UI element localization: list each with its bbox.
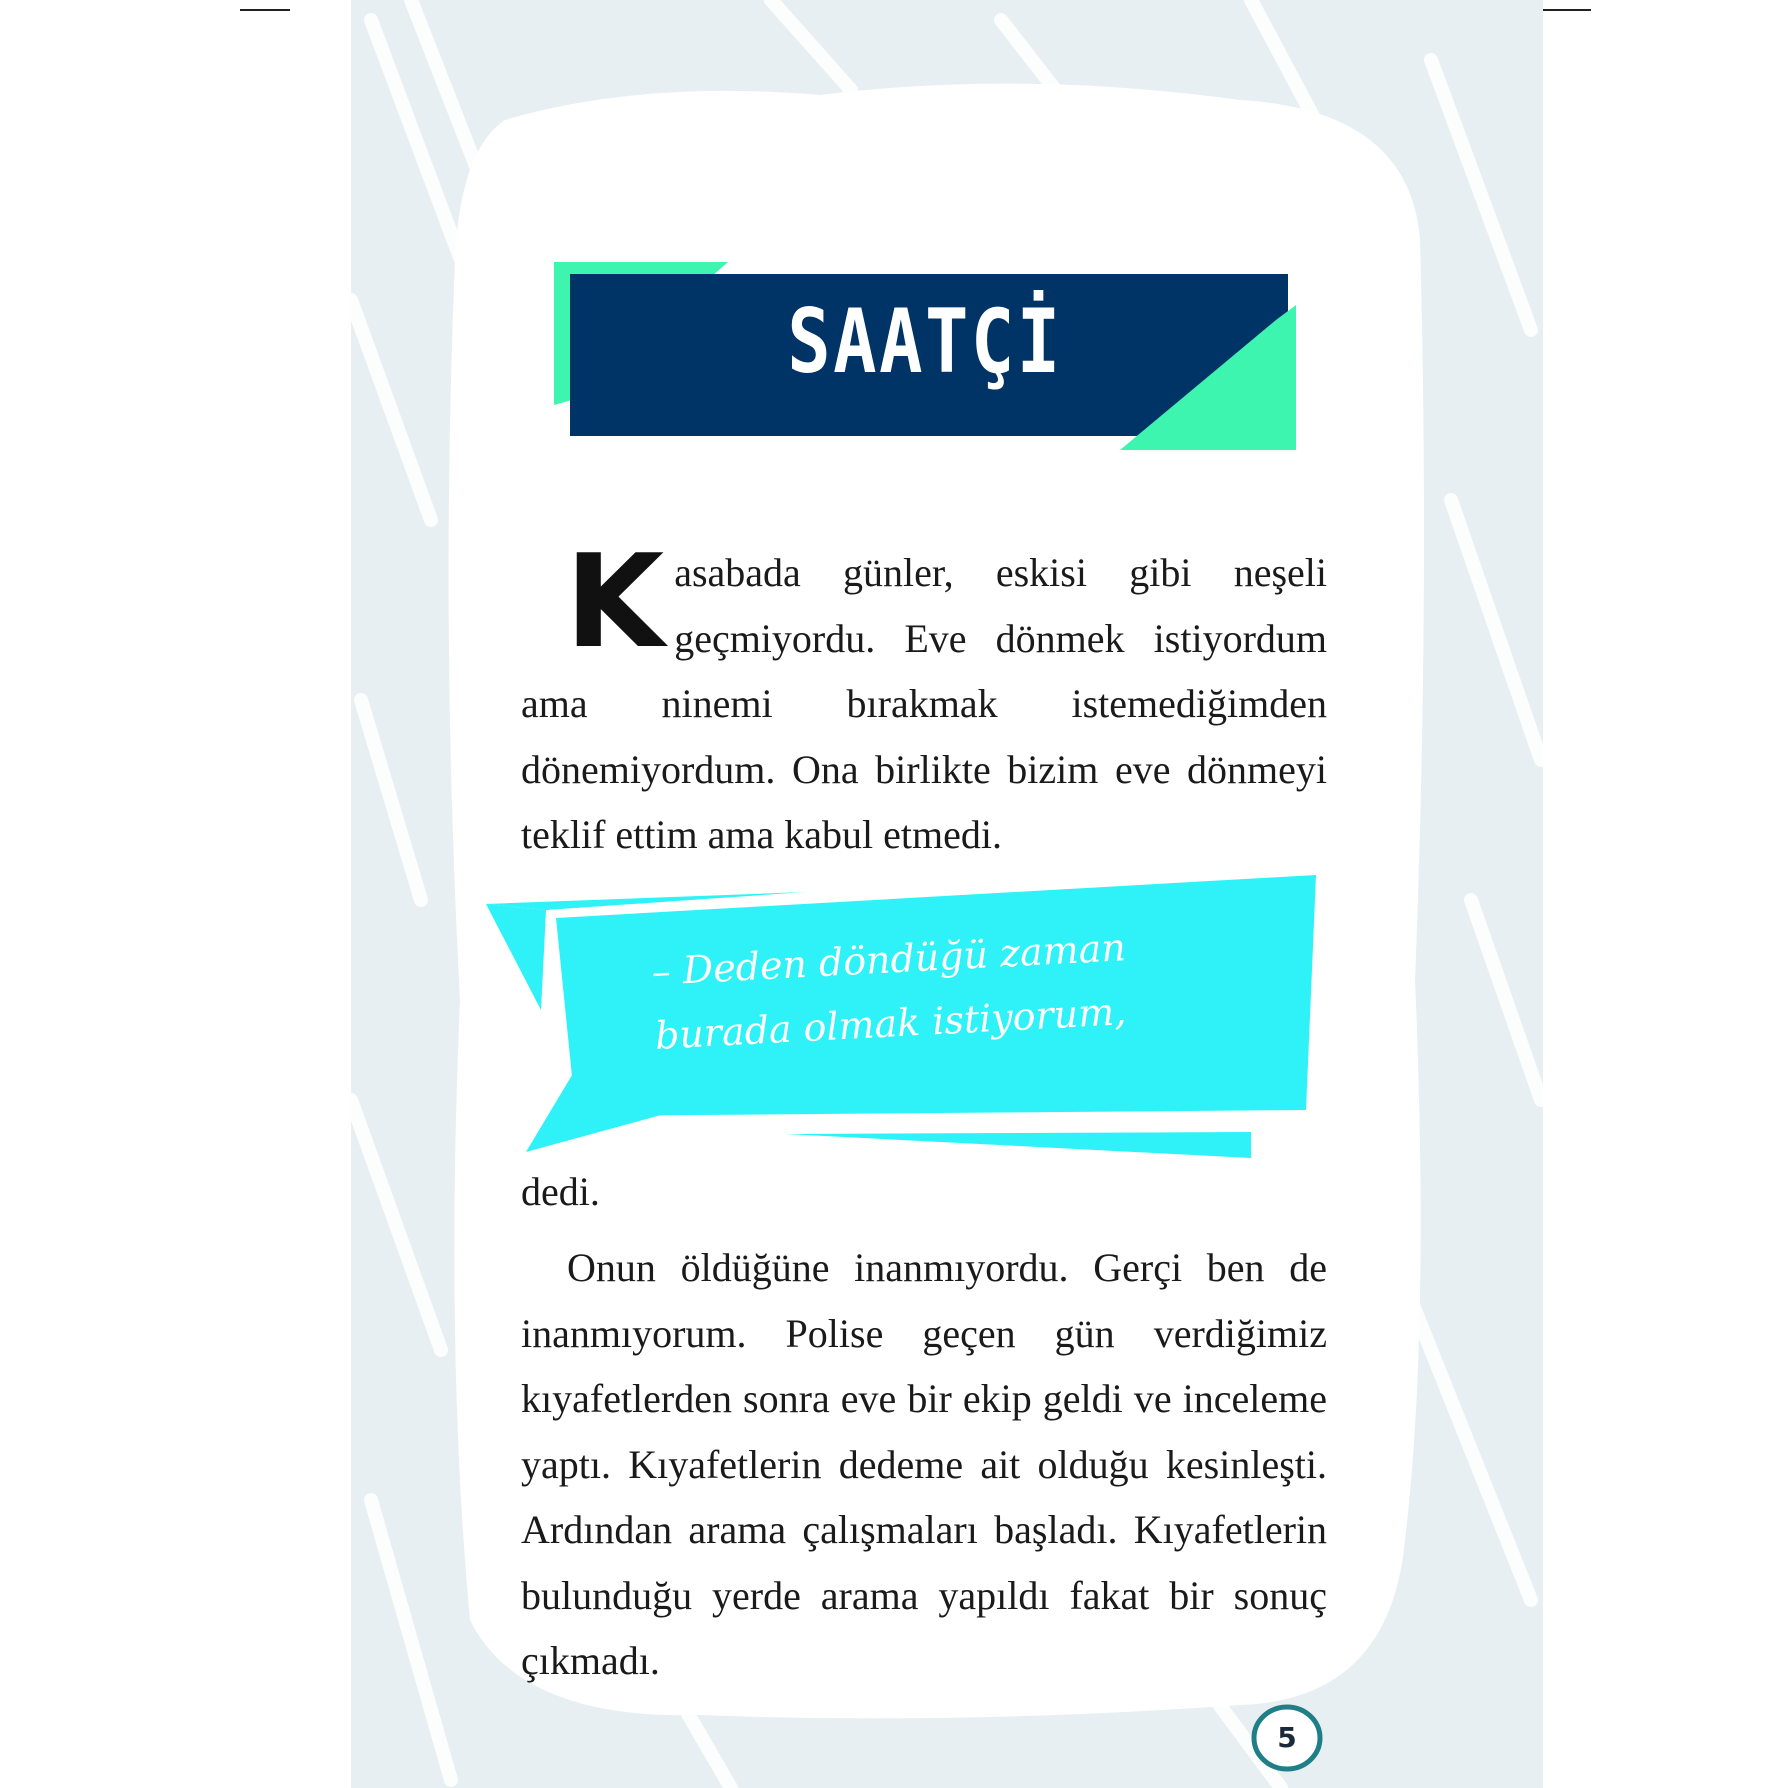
drop-cap: K — [565, 528, 665, 677]
paragraph-1-text: asabada günler, eskisi gibi neşeli geçmiyordu. Eve dönmek istiyordum ama ninemi bırakmak istemediğimden dönemiyordum. Ona birlikte bizim eve dönmeyi teklif ettim ama kabul etmedi. — [521, 550, 1327, 857]
page-number-badge — [1249, 1702, 1325, 1774]
chapter-title: SAATÇİ — [787, 290, 1063, 393]
quote-line-1: – Deden döndüğü zaman — [650, 925, 1127, 994]
quote-line-2: burada olmak istiyorum, — [653, 989, 1128, 1058]
paragraph-2: Onun öldüğüne inanmıyordu. Gerçi ben de inanmıyorum. Polise geçen gün verdiğimiz kıyafetlerden sonra eve bir ekip geldi ve inceleme yaptı. Kıyafetlerin dedeme ait olduğu kesinleşti. Ardından arama çalışmaları başladı. Kıyafetlerin bulunduğu yerde arama yapıldı fakat bir sonuç çıkmadı. — [521, 1245, 1327, 1683]
page-number: 5 — [1277, 1721, 1297, 1754]
paragraph-1 — [521, 528, 1327, 868]
after-quote-text: dedi. — [521, 1169, 600, 1214]
